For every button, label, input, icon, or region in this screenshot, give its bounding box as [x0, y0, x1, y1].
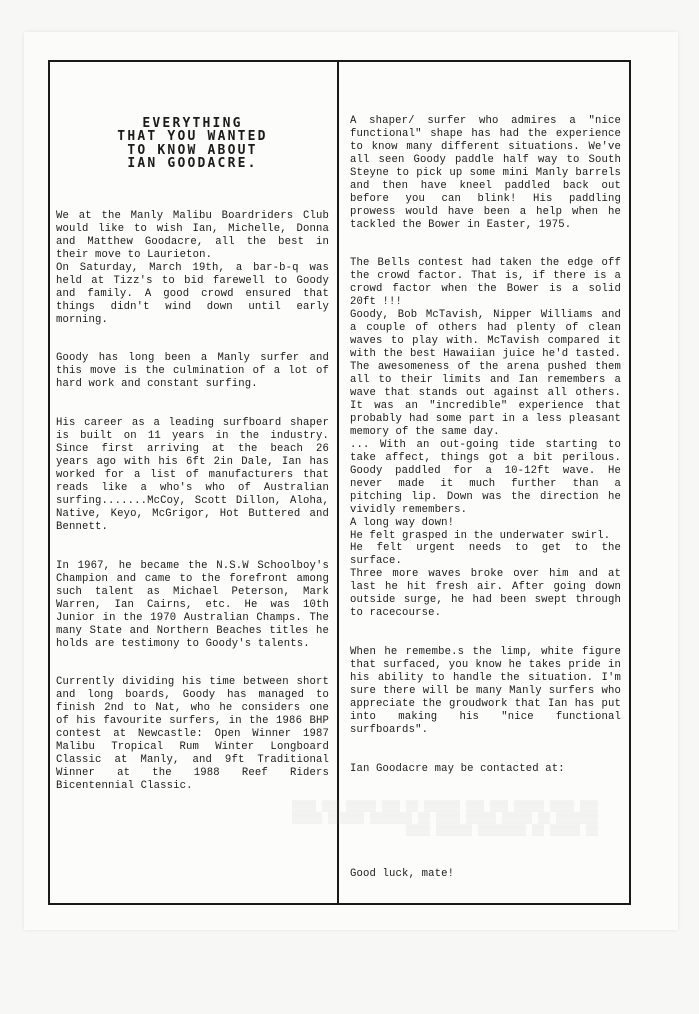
paragraph: His career as a leading surfboard shaper is built on 11 years in the industry. Since first arriving at the beach 26 years ago with his 6ft 2in Dale, Ian has worked for a list of manufacturers that reads like a who's who of Australian surfing.......McCoy, Scott Dillon, Aloha, Native, Keyo, McGrigor, Hot Buttered and Bennett. — [56, 417, 329, 533]
article-headline: EVERYTHING THAT YOU WANTED TO KNOW ABOUT IAN GOODACRE. — [117, 115, 268, 172]
right-column — [350, 102, 621, 907]
bleed-through-text: ▒▒▒ ▒▒▒▒ ▒▒▒▒▒ ▒▒▒ ▒▒▒ ▒▒▒▒▒▒ ▒▒ ▒▒▒ ▒▒▒▒▒ ▒▒▒ ▒▒▒▒ ▒▒▒▒▒▒▒ ▒▒ ▒▒▒▒▒ ▒▒▒▒▒ ▒▒▒▒ ▒▒ ▒▒▒▒▒▒▒ ▒▒▒▒▒▒ ▒▒▒▒▒ ▒▒ ▒▒▒▒▒ ▒▒ ▒▒▒▒▒▒▒▒ ▒▒▒▒▒▒ ▒▒▒▒ — [291, 802, 598, 837]
paragraph: We at the Manly Malibu Boardriders Club would like to wish Ian, Michelle, Donna and Matthew Goodacre, all the best in their move to Laurieton. On Saturday, March 19th, a bar-b-q was held at Tizz's to bid farewell to Goody and family. A good crowd ensured that things didn't wind down until early morning. — [56, 209, 329, 326]
contact-line: Ian Goodacre may be contacted at: — [350, 762, 565, 775]
paragraph: Goody has long been a Manly surfer and this move is the culmination of a lot of hard work and constant surfing. — [56, 352, 329, 391]
paragraph: A shaper/ surfer who admires a "nice functional" shape has had the experience to know many different situations. We've all seen Goody paddle half way to South Steyne to pick up some mini Manly barrels and then have kneel paddled back out before you can blink! His paddling prowess would have been a help when he tackled the Bower in Easter, 1975. — [350, 114, 621, 231]
paragraph: Currently dividing his time between short and long boards, Goody has managed to finish 2nd to Nat, who he considers one of his favourite surfers, in the 1986 BHP contest at Newcastle: Open Winner 1987 Malibu Tropical Rum Winter Longboard Classic at Manly, and 9ft Traditional Winner at the 1988 Reef Riders Bicentennial Classic. — [56, 676, 329, 793]
paragraph: When he remembe.s the limp, white figure that surfaced, you know he takes pride in his ability to handle the situation. I'm sure there will be many Manly surfers who appreciate the groudwork that Ian has put into making his "nice functional surfboards". — [350, 646, 621, 736]
contact-blank-space — [350, 802, 621, 855]
sign-off: Good luck, mate! — [350, 867, 455, 880]
left-column — [56, 104, 329, 819]
paragraph: The Bells contest had taken the edge off the crowd factor. That is, if there is a crowd factor when the Bower is a solid 20ft !!! Goody, Bob McTavish, Nipper Williams and a couple of others had plenty of clean waves to play with. McTavish compared it with the best Hawaiian juice he'd tasted. The awesomeness of the arena pushed them all to their limits and Ian remembers a wave that stands out against all others. It was an "incredible" experience that probably had some part in a less pleasant memory of the same day. ... With an out-going tide starting to take affect, things got a bit perilous. Goody paddled for a 10-12ft wave. He never made it much further than a pitching lip. Down was the direction he vividly remembers. A long way down! He felt grasped in the underwater swirl. He felt urgent needs to get to the surface. Three more waves broke over him and at last he hit fresh air. After going down outside surge, he had been swept through to racecourse. — [350, 257, 621, 620]
paragraph: In 1967, he became the N.S.W Schoolboy's Champion and came to the forefront among such talent as Michael Peterson, Mark Warren, Ian Cairns, etc. He was 10th Junior in the 1970 Australian Champs. The many State and Northern Beaches titles he holds are testimony to Goody's talents. — [56, 559, 329, 650]
column-divider — [337, 60, 339, 905]
